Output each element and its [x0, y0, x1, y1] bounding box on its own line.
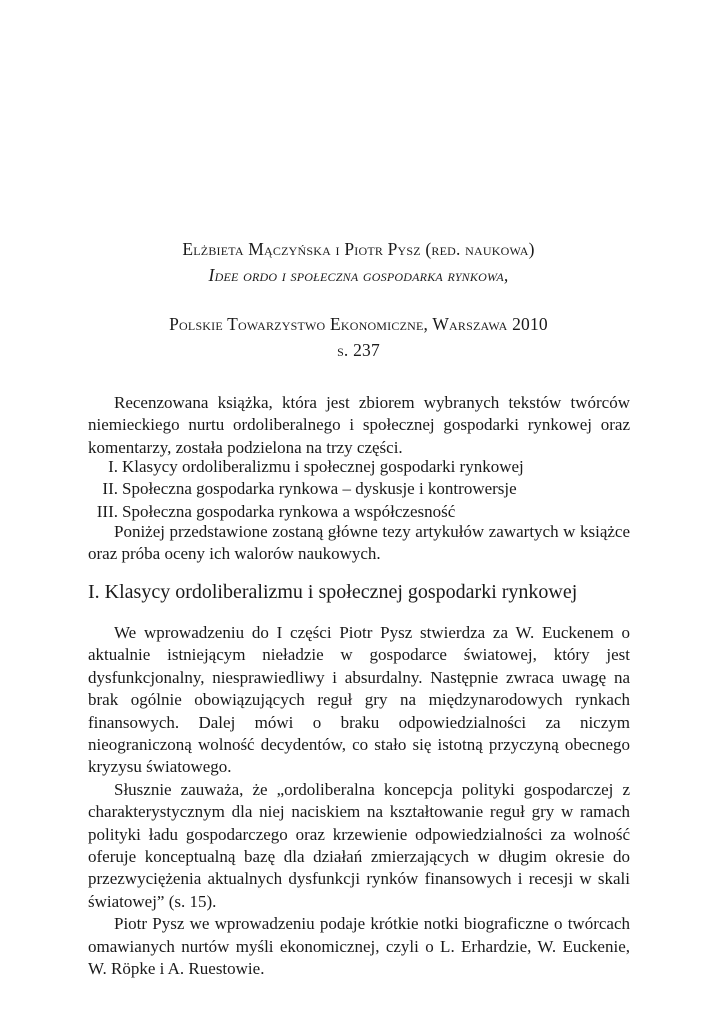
- section-body: [88, 622, 630, 981]
- review-authors-line: Elżbieta Mączyńska i Piotr Pysz (red. naukowa): [182, 239, 535, 259]
- section-heading: I. Klasycy ordoliberalizmu i społecznej gospodarki rynkowej: [88, 581, 578, 603]
- part-number: I.: [108, 457, 118, 476]
- intro-paragraph: Recenzowana książka, która jest zbiorem wybranych tekstów twórców niemieckiego nurtu ordoliberalnego i społecznej gospodarki rynkowej oraz komentarzy, została podzielona na trzy części.: [88, 393, 630, 457]
- part-title: Klasycy ordoliberalizmu i społecznej gospodarki rynkowej: [122, 457, 524, 476]
- part-title: Społeczna gospodarka rynkowa a współczesność: [122, 501, 456, 521]
- page-count: s. 237: [337, 340, 380, 360]
- list-item: [88, 501, 630, 523]
- outro-paragraph: Poniżej przedstawione zostaną główne tezy artykułów zawartych w książce oraz próba oceny ich walorów naukowych.: [88, 522, 630, 564]
- part-number: III.: [96, 501, 118, 521]
- list-item: [88, 478, 630, 500]
- body-paragraph: Słusznie zauważa, że „ordoliberalna koncepcja polityki gospodarczej z charakterystycznym dla niej naciskiem na kształtowanie reguł gry w ramach polityki ładu gospodarczego oraz krzewienie odpowiedzialności za wolność oferuje konceptualną bazę dla działań zmierzających w długim okresie do przezwyciężenia aktualnych dysfunkcji rynków finansowych i recesji w skali światowej” (s. 15).: [88, 779, 630, 911]
- publisher-line: Polskie Towarzystwo Ekonomiczne, Warszawa 2010: [169, 314, 548, 334]
- body-paragraph: We wprowadzeniu do I części Piotr Pysz stwierdza za W. Euckenem o aktualnie istniejącym nieładzie w gospodarce światowej, który jest dysfunkcjonalny, niesprawiedliwy i absurdalny. Następnie zwraca uwagę na brak ogólnie obowiązujących reguł gry na międzynarodowych rynkach finansowych. Dalej mówi o braku odpowiedzialności za niczym nieograniczoną wolność decydentów, co stało się istotną przyczyną obecnego kryzysu światowego.: [88, 623, 630, 777]
- body-paragraph: Piotr Pysz we wprowadzeniu podaje krótkie notki biograficzne o twórcach omawianych nurtów myśli ekonomicznej, czyli o L. Erhardzie, W. Euckenie, W. Röpke i A. Ruestowie.: [88, 914, 630, 979]
- part-number: II.: [102, 479, 118, 499]
- intro-section: [88, 392, 630, 459]
- parts-list: [88, 456, 630, 523]
- part-title: Społeczna gospodarka rynkowa – dyskusje i kontrowersje: [122, 479, 517, 499]
- outro-section: [88, 521, 630, 566]
- list-item: [88, 456, 630, 478]
- book-title: Idee ordo i społeczna gospodarka rynkowa,: [208, 265, 509, 285]
